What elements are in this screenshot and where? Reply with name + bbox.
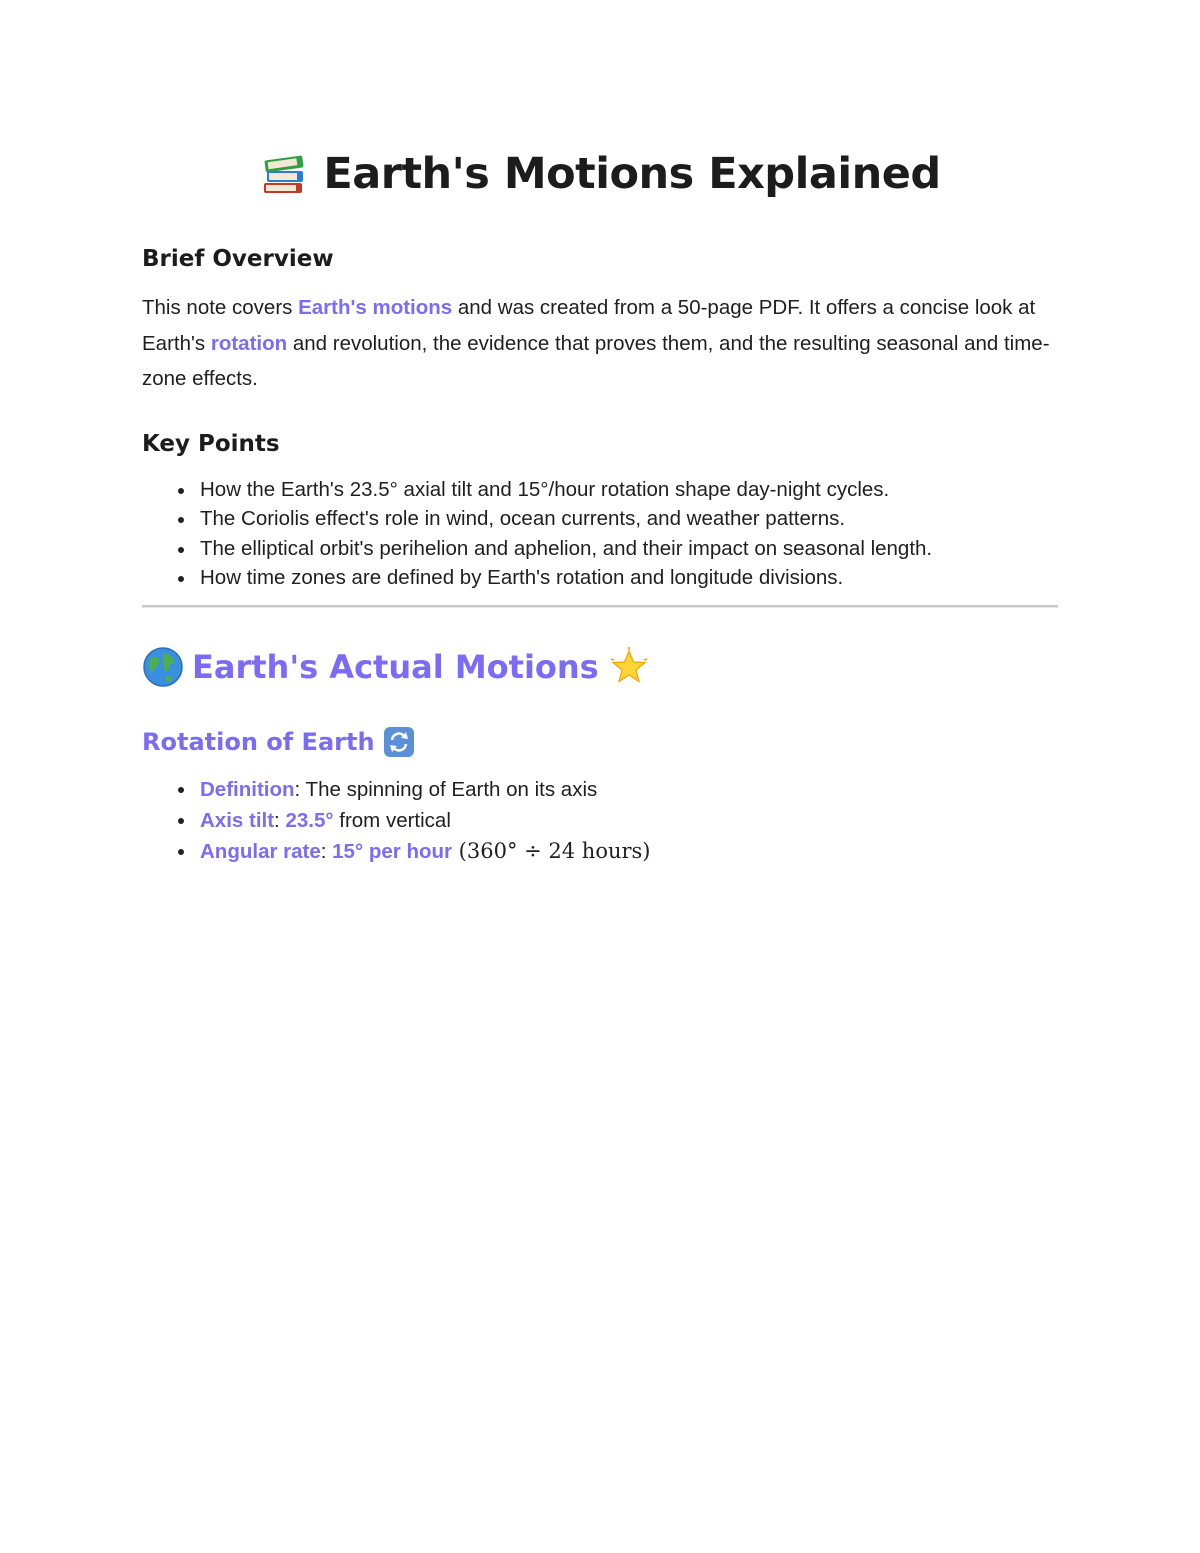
key-point-text: The elliptical orbit's perihelion and aphelion, and their impact on seasonal length.	[200, 536, 933, 560]
axis-tilt-value: 23.5°	[285, 808, 334, 832]
list-item	[142, 504, 1058, 534]
list-item	[142, 774, 1058, 805]
list-item	[142, 475, 1058, 505]
rotate-arrows-icon	[383, 726, 415, 758]
bullet-icon	[178, 849, 184, 855]
actual-motions-heading-text: Earth's Actual Motions	[192, 647, 599, 686]
separator: :	[274, 808, 286, 832]
separator: :	[320, 839, 333, 863]
angular-rate-label: Angular rate	[200, 839, 321, 863]
list-item	[142, 836, 1058, 867]
document-title-text: Earth's Motions Explained	[323, 149, 941, 199]
bullet-icon	[178, 818, 184, 824]
document-title	[142, 140, 1058, 208]
list-item	[142, 563, 1058, 593]
rotation-heading	[142, 726, 1058, 758]
list-item	[142, 534, 1058, 564]
bullet-icon	[178, 517, 184, 523]
actual-motions-heading	[142, 646, 1058, 688]
books-icon	[259, 149, 309, 199]
glowing-star-icon	[609, 647, 649, 687]
definition-label: Definition	[200, 777, 295, 801]
overview-text-3: and revolution, the evidence that proves them, and the resulting seasonal and time-zone effects.	[142, 331, 1050, 390]
rotation-list	[142, 774, 1058, 867]
key-point-text: How the Earth's 23.5° axial tilt and 15°/hour rotation shape day-night cycles.	[200, 477, 890, 501]
key-point-text: The Coriolis effect's role in wind, ocean currents, and weather patterns.	[200, 507, 846, 530]
bullet-icon	[178, 488, 184, 494]
rotation-heading-text: Rotation of Earth	[142, 727, 375, 756]
overview-text-2: and was created from a 50-page PDF. It offers a concise look at Earth's	[142, 296, 1036, 355]
bullet-icon	[178, 787, 184, 793]
key-point-text: How time zones are defined by Earth's rotation and longitude divisions.	[200, 566, 844, 589]
definition-text: The spinning of Earth on its axis	[305, 777, 598, 801]
axis-tilt-label: Axis tilt	[200, 808, 275, 832]
bullet-icon	[178, 547, 184, 553]
key-points-heading: Key Points	[142, 430, 280, 457]
section-divider	[142, 605, 1058, 608]
overview-highlight-rotation: rotation	[210, 331, 288, 355]
overview-highlight-earths-motions: Earth's motions	[298, 296, 453, 319]
angular-rate-formula: (360° ÷ 24 hours)	[452, 838, 651, 863]
list-item	[142, 805, 1058, 836]
angular-rate-value: 15° per hour	[332, 839, 452, 863]
overview-heading: Brief Overview	[142, 246, 334, 272]
axis-tilt-text: from vertical	[333, 808, 451, 832]
key-points-list	[142, 475, 1058, 593]
document-content	[142, 140, 1058, 867]
globe-icon	[142, 646, 184, 688]
overview-paragraph	[142, 290, 1058, 397]
separator: :	[294, 777, 306, 801]
bullet-icon	[178, 576, 184, 582]
overview-text-1: This note covers	[142, 296, 299, 319]
